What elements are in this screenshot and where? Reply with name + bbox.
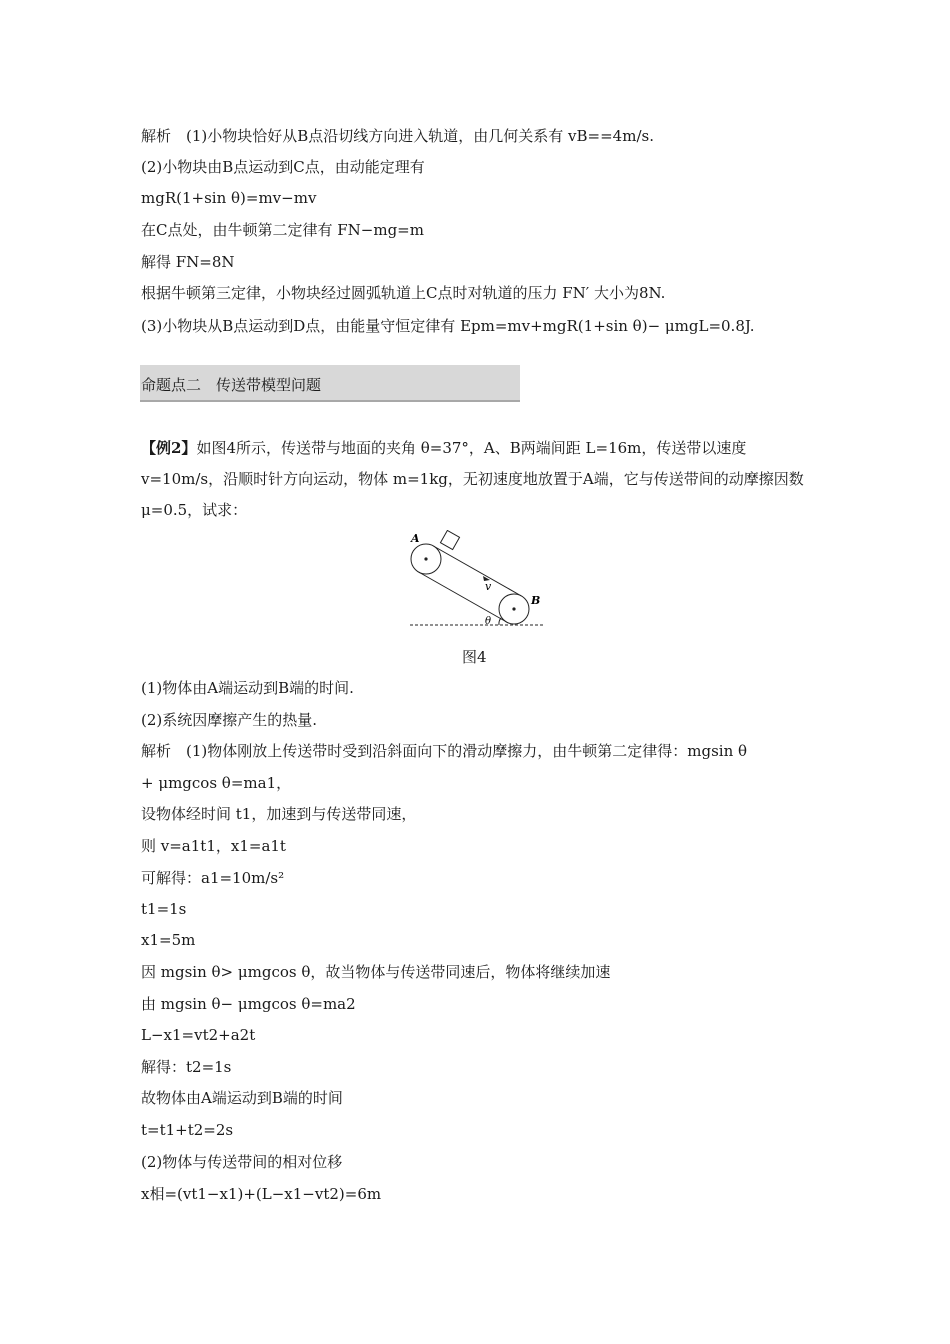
solution-line: 由 mgsin θ− μmgcos θ=ma2 [141,995,356,1013]
solution-line: (2)物体与传送带间的相对位移 [141,1153,343,1171]
label-v: v [485,580,492,593]
conveyor-belt-figure [405,530,555,632]
figure-caption: 图4 [462,648,487,666]
solution-line: L−x1=vt2+a2t [141,1026,256,1044]
solution-line: x1=5m [141,931,196,949]
solution-line: + μmgcos θ=ma1， [141,774,292,792]
analysis-line-7: (3)小物块从B点运动到D点，由能量守恒定律有 Epm=mv+mgR(1+sin θ)− μmgL=0.8J. [141,317,755,335]
solution-line: 则 v=a1t1，x1=a1t [141,837,286,855]
solution-line: 设物体经时间 t1，加速到与传送带同速， [141,805,417,823]
section-title: 命题点二 传送带模型问题 [141,376,322,394]
section-banner [140,365,520,402]
example-tag: 【例2】 [141,439,197,457]
label-theta: θ [485,616,492,627]
example-text: 如图4所示，传送带与地面的夹角 θ=37°，A、B两端间距 L=16m，传送带以速度 v=10m/s，沿顺时针方向运动，物体 m=1kg，无初速度地放置于A端，它与传送带间的动摩擦因数 μ=0.5，试求： [141,439,804,519]
pulley-b-axle [512,607,515,610]
belt-upper [433,546,521,596]
label-b: B [531,594,541,607]
solution-line: 可解得：a1=10m/s² [141,869,285,887]
solution-line: x相=(vt1−x1)+(L−x1−vt2)=6m [141,1185,382,1203]
solution-line: 因 mgsin θ> μmgcos θ，故当物体与传送带同速后，物体将继续加速 [141,963,611,981]
analysis-line-5: 解得 FN=8N [141,253,235,271]
solution-line: t1=1s [141,900,187,918]
solution-lead: 解析 (1)物体刚放上传送带时受到沿斜面向下的滑动摩擦力，由牛顿第二定律得：mgsin θ [141,742,748,760]
label-a: A [411,532,420,545]
theta-arc [499,618,501,625]
question-2: (2)系统因摩擦产生的热量. [141,711,318,729]
example-paragraph [141,433,813,526]
analysis-line-1: 解析 (1)小物块恰好从B点沿切线方向进入轨道，由几何关系有 vB==4m/s. [141,127,654,145]
belt-lower [419,572,507,622]
solution-line: 解得：t2=1s [141,1058,232,1076]
solution-line: t=t1+t2=2s [141,1121,234,1139]
pulley-a-axle [424,557,427,560]
analysis-line-4: 在C点处，由牛顿第二定律有 FN−mg=m [141,221,424,239]
solution-line: 故物体由A端运动到B端的时间 [141,1089,343,1107]
block [440,530,459,549]
analysis-line-6: 根据牛顿第三定律，小物块经过圆弧轨道上C点时对轨道的压力 FN′ 大小为8N. [141,284,666,302]
analysis-line-3: mgR(1+sin θ)=mv−mv [141,189,317,207]
question-1: (1)物体由A端运动到B端的时间. [141,679,354,697]
analysis-line-2: (2)小物块由B点运动到C点，由动能定理有 [141,158,425,176]
